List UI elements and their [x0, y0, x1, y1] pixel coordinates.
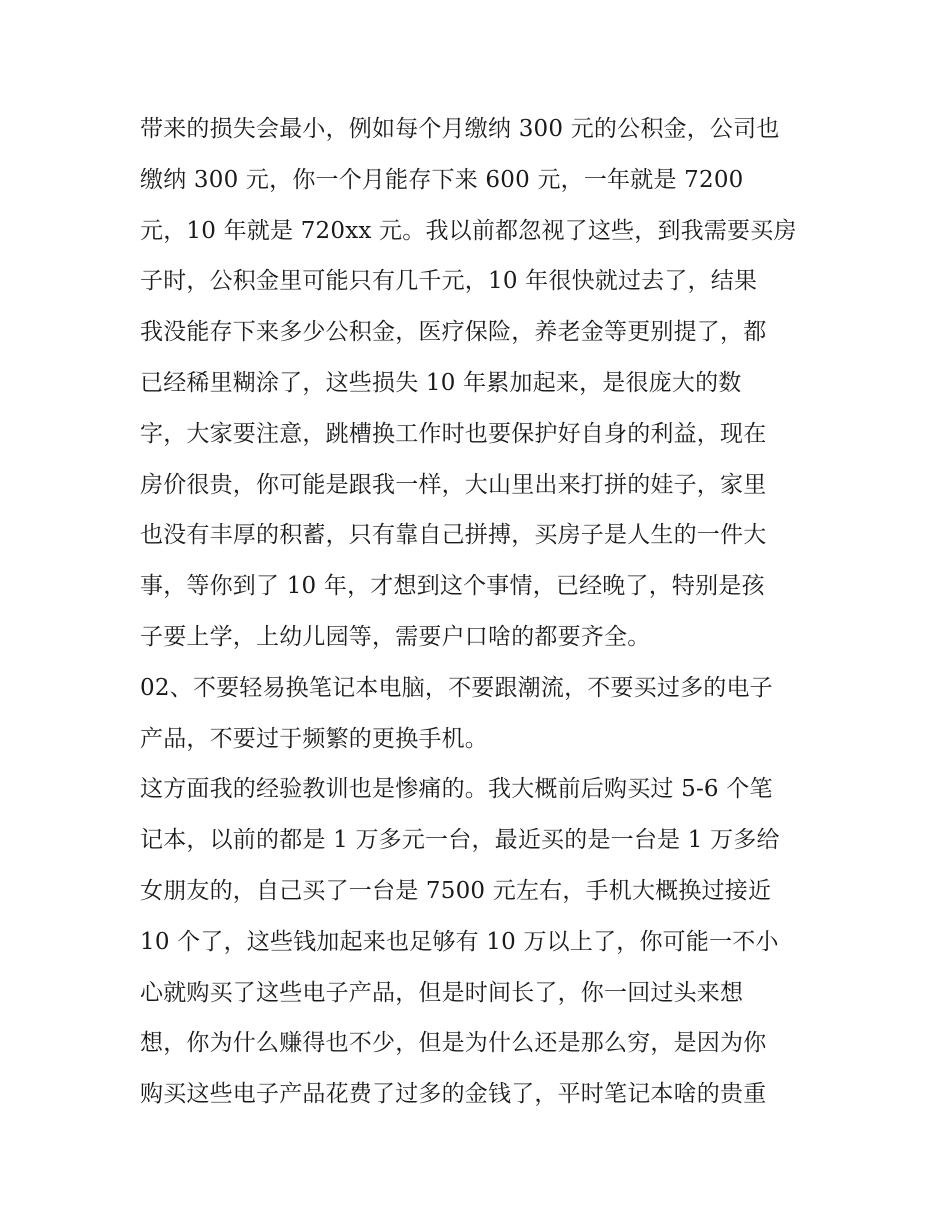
text-line: 子时，公积金里可能只有几千元，10 年很快就过去了，结果	[140, 268, 758, 295]
text-line: 10 个了，这些钱加起来也足够有 10 万以上了，你可能一不小	[140, 928, 779, 955]
text-line: 想，你为什么赚得也不少，但是为什么还是那么穷，是因为你	[140, 1030, 767, 1057]
text-line: 子要上学，上幼儿园等，需要户口啥的都要齐全。	[140, 623, 651, 650]
text-line: 我没能存下来多少公积金，医疗保险，养老金等更别提了，都	[140, 319, 767, 346]
section-heading-line: 产品，不要过于频繁的更换手机。	[140, 725, 488, 752]
text-line: 缴纳 300 元，你一个月能存下来 600 元，一年就是 7200	[140, 166, 744, 193]
text-line: 购买这些电子产品花费了过多的金钱了，平时笔记本啥的贵重	[140, 1081, 767, 1108]
body-text	[140, 104, 830, 1120]
text-line: 这方面我的经验教训也是惨痛的。我大概前后购买过 5-6 个笔	[140, 776, 773, 803]
text-line: 记本，以前的都是 1 万多元一台，最近买的是一台是 1 万多给	[140, 827, 780, 854]
text-line: 字，大家要注意，跳槽换工作时也要保护好自身的利益，现在	[140, 420, 767, 447]
text-line: 女朋友的，自己买了一台是 7500 元左右，手机大概换过接近	[140, 877, 772, 904]
text-line: 已经稀里糊涂了，这些损失 10 年累加起来，是很庞大的数	[140, 369, 742, 396]
text-line: 也没有丰厚的积蓄，只有靠自己拼搏，买房子是人生的一件大	[140, 522, 767, 549]
text-line: 带来的损失会最小，例如每个月缴纳 300 元的公积金，公司也	[140, 116, 780, 142]
text-line: 事，等你到了 10 年，才想到这个事情，已经晚了，特别是孩	[140, 573, 765, 600]
section-heading-line: 02、不要轻易换笔记本电脑，不要跟潮流，不要买过多的电子	[140, 674, 773, 701]
text-line: 心就购买了这些电子产品，但是时间长了，你一回过头来想	[140, 979, 744, 1006]
text-line: 房价很贵，你可能是跟我一样，大山里出来打拼的娃子，家里	[140, 471, 767, 498]
text-line: 元，10 年就是 720xx 元。我以前都忽视了这些，到我需要买房	[140, 217, 797, 244]
